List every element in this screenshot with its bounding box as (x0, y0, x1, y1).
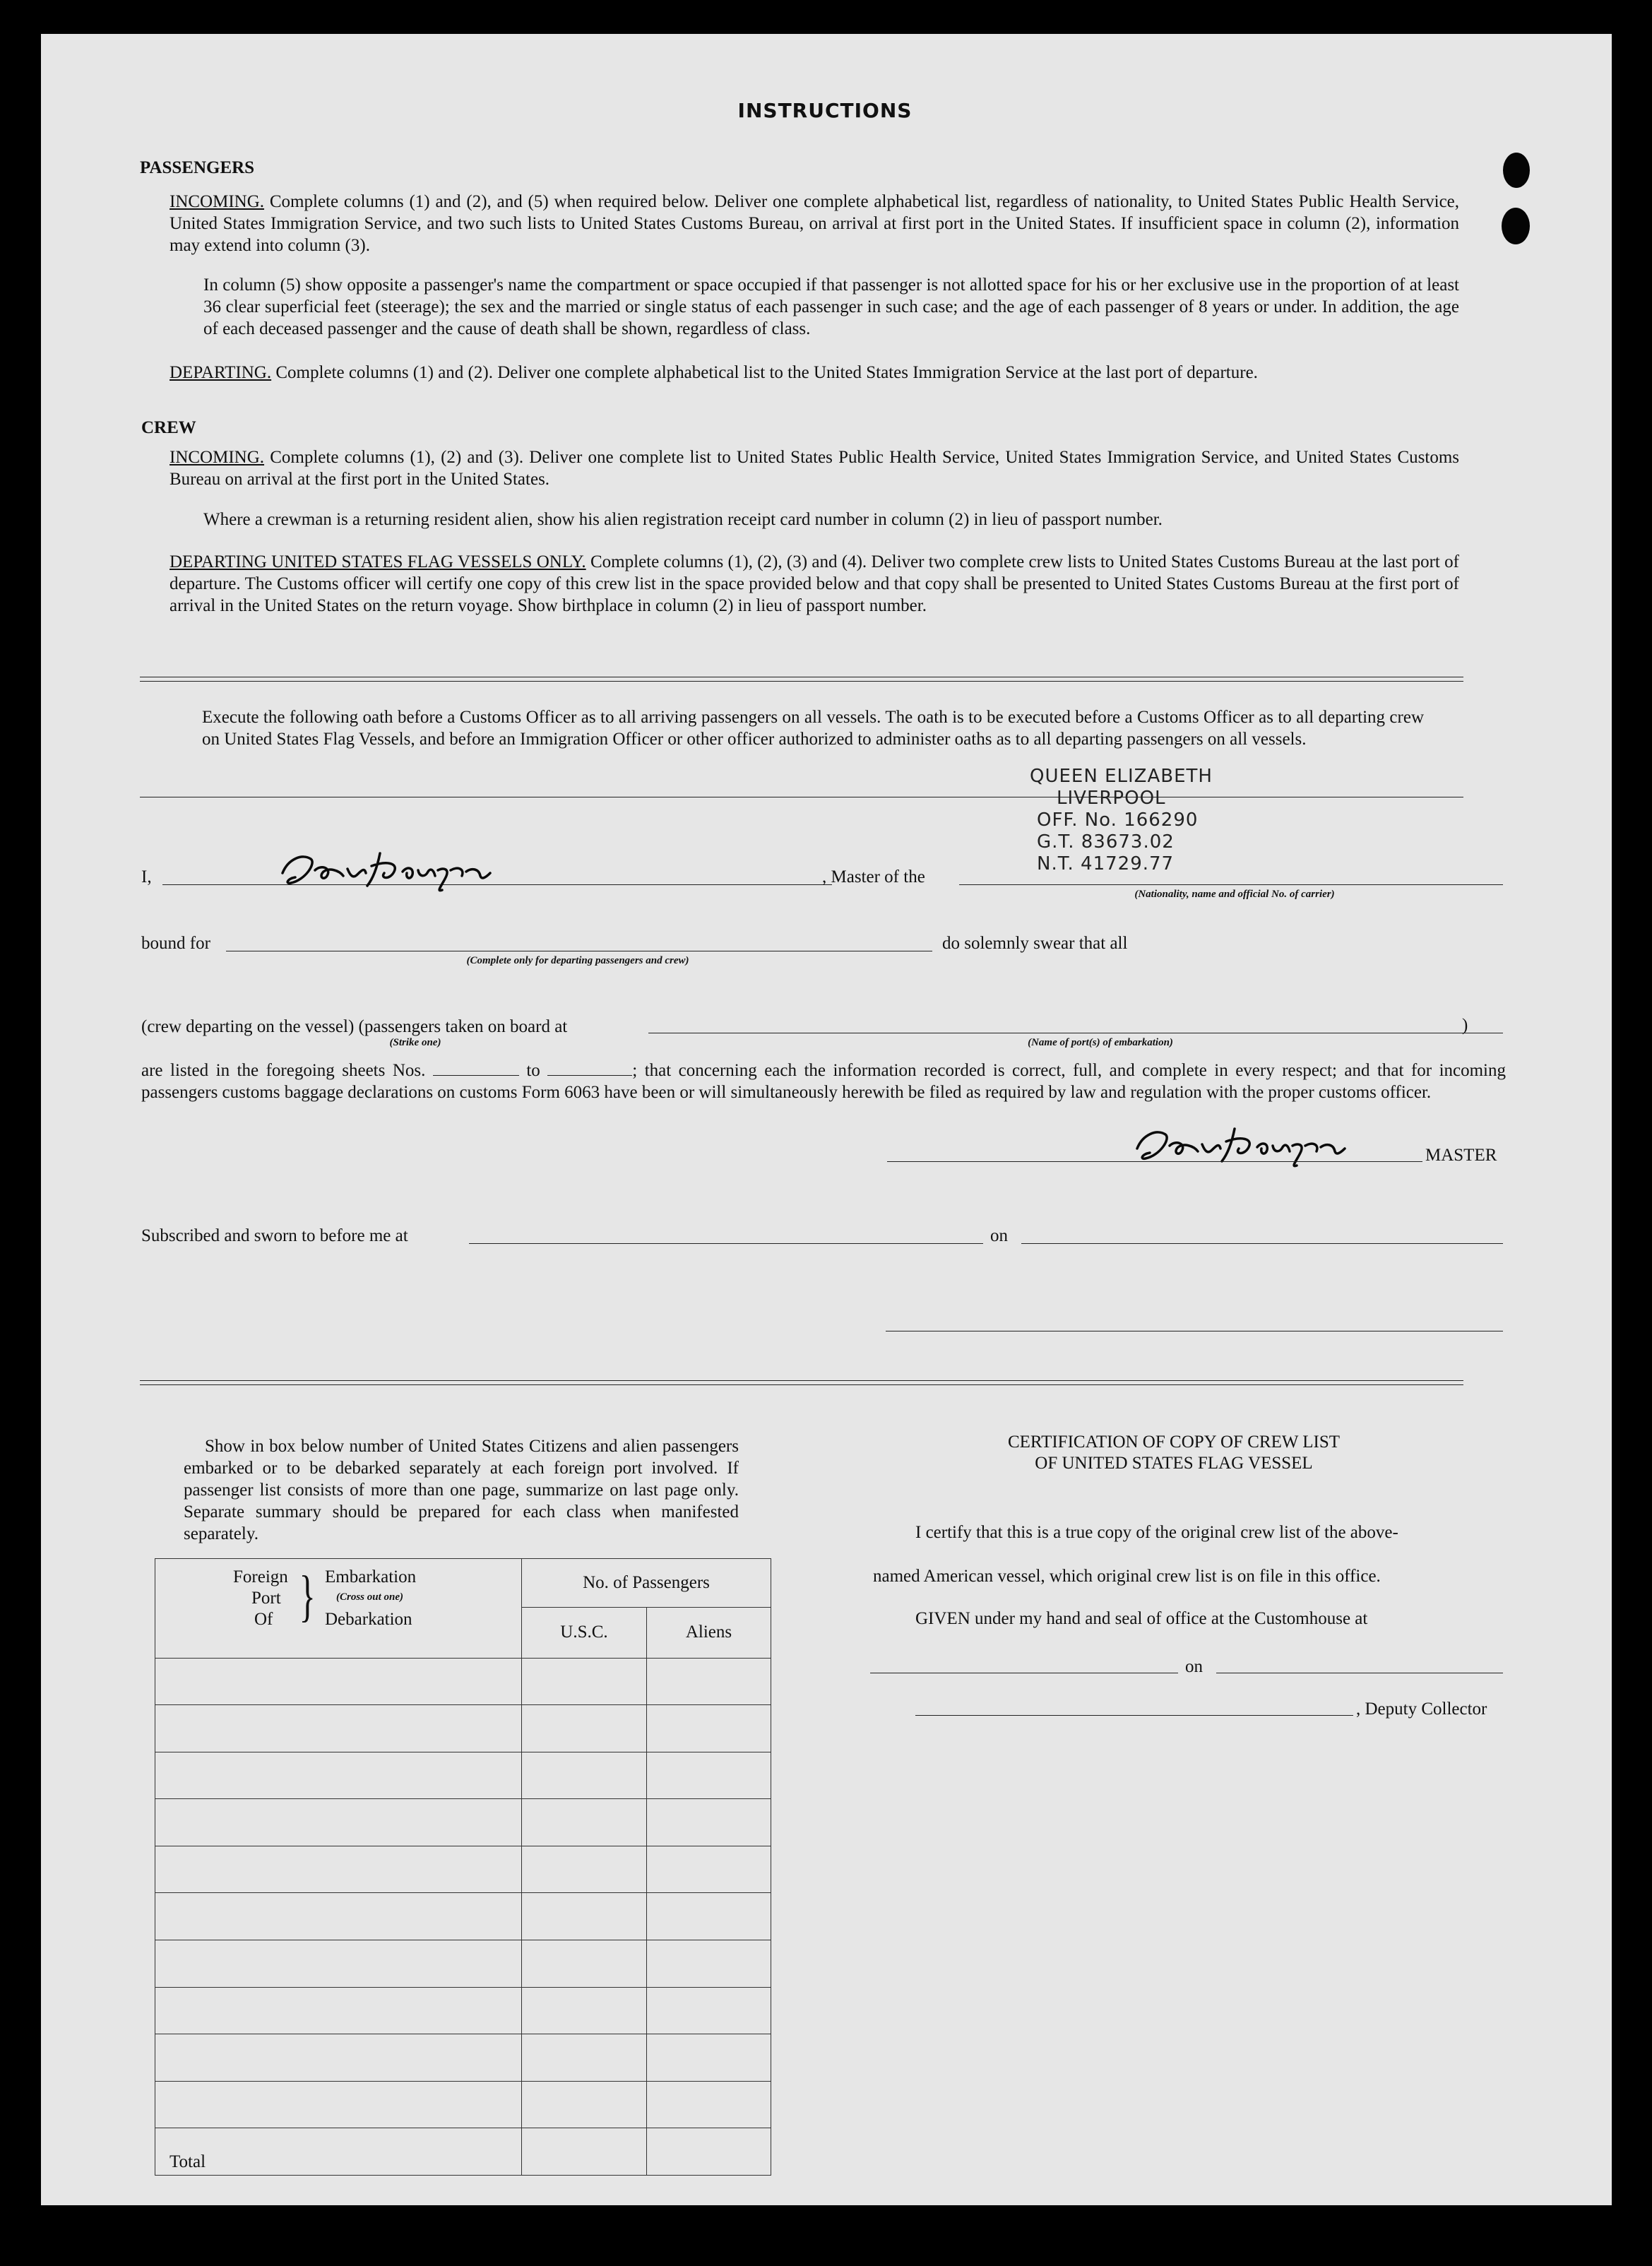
aliens-cell[interactable] (647, 1987, 771, 2034)
master-signature-2 (1129, 1115, 1362, 1178)
usc-cell[interactable] (522, 1658, 647, 1705)
carrier-line[interactable] (959, 884, 1503, 885)
carrier-caption: (Nationality, name and official No. of carrier) (1134, 889, 1335, 900)
num-passengers-header: No. of Passengers (522, 1559, 771, 1608)
swear-label: do solemnly swear that all (942, 934, 1128, 953)
certification-line-2: named American vessel, which original crew list is on file in this office. (873, 1567, 1381, 1586)
certification-title-1: CERTIFICATION OF COPY OF CREW LIST (1007, 1432, 1341, 1452)
certification-title-2: OF UNITED STATES FLAG VESSEL (1035, 1454, 1313, 1473)
usc-header: U.S.C. (522, 1608, 647, 1658)
total-label: Total (170, 2152, 206, 2171)
summary-instructions: Show in box below number of United States Citizens and alien passengers embarked or to be debarked separately at each foreign port involved. If passenger list consists of more than one page, summarize on last page only. Separate summary should be prepared for each class when manifested separately. (184, 1437, 739, 1543)
stamp-official-number: OFF. No. 166290 (1037, 809, 1199, 831)
to-label: to (526, 1061, 540, 1080)
subscribed-on-label: on (990, 1226, 1008, 1245)
debarkation-label: Debarkation (325, 1610, 412, 1629)
aliens-cell[interactable] (647, 1799, 771, 1846)
certification-line-1: I certify that this is a true copy of the original crew list of the above- (915, 1523, 1398, 1542)
aliens-header: Aliens (647, 1608, 771, 1658)
port-label: Port (251, 1589, 281, 1608)
bound-for-caption: (Complete only for departing passengers and crew) (466, 955, 689, 966)
aliens-cell[interactable] (647, 2034, 771, 2082)
usc-cell[interactable] (522, 1940, 647, 1988)
listed-in-label: are listed in the foregoing sheets Nos. (141, 1061, 426, 1080)
crew-incoming-label: INCOMING. (170, 448, 265, 467)
port-cell[interactable] (155, 1658, 522, 1705)
sheet-from-field[interactable] (433, 1060, 519, 1076)
port-cell[interactable] (155, 1846, 522, 1893)
divider-rule (140, 681, 1463, 682)
usc-cell[interactable] (522, 1893, 647, 1940)
port-cell[interactable] (155, 1893, 522, 1940)
ports-caption: (Name of port(s) of embarkation) (1028, 1037, 1173, 1048)
port-cell[interactable] (155, 2034, 522, 2082)
usc-cell[interactable] (522, 2081, 647, 2128)
master-signature-line[interactable] (887, 1161, 1422, 1162)
crew-alien-paragraph: Where a crewman is a returning resident alien, show his alien registration receipt card number in column (2) in lieu of passport number. (203, 510, 1163, 529)
close-paren: ) (1462, 1016, 1468, 1035)
crew-incoming-paragraph (170, 446, 1459, 490)
subscribed-date-line[interactable] (1021, 1243, 1503, 1244)
port-cell[interactable] (155, 1705, 522, 1752)
port-cell[interactable] (155, 2081, 522, 2128)
strike-one-caption: (Strike one) (389, 1037, 441, 1048)
crew-heading: CREW (141, 418, 196, 437)
usc-cell[interactable] (522, 1799, 647, 1846)
usc-cell[interactable] (522, 1987, 647, 2034)
total-label-cell (155, 2128, 522, 2176)
passengers-incoming-text: Complete columns (1) and (2), and (5) when required below. Deliver one complete alphabetical list, regardless of nationality, to United States Public Health Service, United States Immigration Service, and two such lists to United States Customs Bureau, on arrival at first port in the United States. If insufficient space in column (2), information may extend into column (3). (170, 192, 1460, 255)
usc-cell[interactable] (522, 1846, 647, 1893)
deputy-collector-label: , Deputy Collector (1356, 1700, 1487, 1719)
crew-departing-paragraph (170, 551, 1459, 617)
total-usc-cell[interactable] (522, 2128, 647, 2176)
oath-i-label: I, (141, 867, 152, 886)
stamp-net-tonnage: N.T. 41729.77 (1037, 853, 1175, 874)
master-label: MASTER (1425, 1146, 1497, 1165)
usc-cell[interactable] (522, 1705, 647, 1752)
crew-departing-label: DEPARTING UNITED STATES FLAG VESSELS ONLY. (170, 552, 586, 571)
listed-rest-text: ; that concerning each the information recorded is correct, full, and complete in every respect; and that for incoming passengers customs baggage declarations on customs Form 6063 have been or will simultaneously herewith be filed as required by law and regulation with the proper customs officer. (141, 1061, 1507, 1102)
passengers-column5-paragraph: In column (5) show opposite a passenger's name the compartment or space occupied if that passenger is not allotted space for his or her exclusive use in the proportion of at least 36 clear superficial feet (steerage); the sex and the married or single status of each passenger in such case; and the age of each passenger of 8 years or under. In addition, the age of each deceased passenger and the cause of death shall be shown, regardless of class. (203, 275, 1459, 338)
vessel-stamp (1023, 766, 1213, 875)
page-title: INSTRUCTIONS (737, 99, 913, 122)
form-sheet (41, 34, 1612, 2205)
deputy-collector-line[interactable] (915, 1715, 1353, 1716)
subscribed-label: Subscribed and sworn to before me at (141, 1226, 408, 1245)
master-signature (274, 839, 500, 903)
port-cell[interactable] (155, 1752, 522, 1799)
usc-cell[interactable] (522, 2034, 647, 2082)
passengers-incoming-label: INCOMING. (170, 192, 265, 211)
total-aliens-cell[interactable] (647, 2128, 771, 2176)
aliens-cell[interactable] (647, 1752, 771, 1799)
cross-out-caption: (Cross out one) (336, 1591, 404, 1603)
divider-rule (140, 1384, 1463, 1385)
crew-incoming-text: Complete columns (1), (2) and (3). Deliver one complete list to United States Public Health Service, United States Immigration Service, and United States Customs Bureau on arrival at the first port in the United States. (170, 448, 1459, 489)
usc-cell[interactable] (522, 1752, 647, 1799)
aliens-cell[interactable] (647, 1846, 771, 1893)
listed-paragraph (141, 1060, 1506, 1103)
passengers-departing-paragraph (170, 362, 1459, 384)
aliens-cell[interactable] (647, 1705, 771, 1752)
brace-icon: } (299, 1565, 316, 1627)
aliens-cell[interactable] (647, 1658, 771, 1705)
passengers-departing-text: Complete columns (1) and (2). Deliver one complete alphabetical list to the United States Immigration Service at the last port of departure. (275, 363, 1258, 382)
subscribed-place-line[interactable] (469, 1243, 983, 1244)
stamp-vessel-name: QUEEN ELIZABETH (1030, 766, 1213, 787)
passengers-departing-label: DEPARTING. (170, 363, 272, 382)
port-cell[interactable] (155, 1799, 522, 1846)
aliens-cell[interactable] (647, 2081, 771, 2128)
embarkation-label: Embarkation (325, 1567, 417, 1586)
divider-rule (140, 1380, 1463, 1381)
certification-given: GIVEN under my hand and seal of office at the Customhouse at (915, 1609, 1368, 1628)
stamp-gross-tonnage: G.T. 83673.02 (1037, 831, 1175, 853)
stamp-port: LIVERPOOL (1057, 788, 1166, 809)
port-cell[interactable] (155, 1987, 522, 2034)
crew-departing-label-oath: (crew departing on the vessel) (passengers taken on board at (141, 1017, 568, 1036)
passenger-summary-table (155, 1558, 771, 2176)
passengers-heading: PASSENGERS (140, 158, 255, 177)
master-of-label: , Master of the (822, 867, 925, 886)
port-cell[interactable] (155, 1940, 522, 1988)
crew-departing-text: Complete columns (1), (2), (3) and (4). Deliver two complete crew lists to United States Customs Bureau at the last port of departure. The Customs officer will certify one copy of this crew list in the space provided below and that copy shall be presented to United States Customs Bureau at the first port of arrival in the United States on the return voyage. Show birthplace in column (2) in lieu of passport number. (170, 552, 1459, 615)
aliens-cell[interactable] (647, 1893, 771, 1940)
punch-hole-mark (1502, 208, 1530, 244)
passengers-incoming-paragraph (170, 191, 1459, 256)
certification-on-label: on (1185, 1657, 1203, 1676)
sheet-to-field[interactable] (547, 1060, 632, 1076)
foreign-label: Foreign (233, 1567, 288, 1586)
punch-hole-mark (1503, 153, 1530, 188)
oath-intro-paragraph: Execute the following oath before a Customs Officer as to all arriving passengers on all vessels. The oath is to be executed before a Customs Officer as to all departing crew on United States Flag Vessels, and before an Immigration Officer or other officer authorized to administer oaths as to all departing passengers on all vessels. (202, 708, 1424, 749)
of-label: Of (254, 1610, 273, 1629)
port-header-cell (155, 1559, 522, 1659)
bound-for-label: bound for (141, 934, 210, 953)
aliens-cell[interactable] (647, 1940, 771, 1988)
